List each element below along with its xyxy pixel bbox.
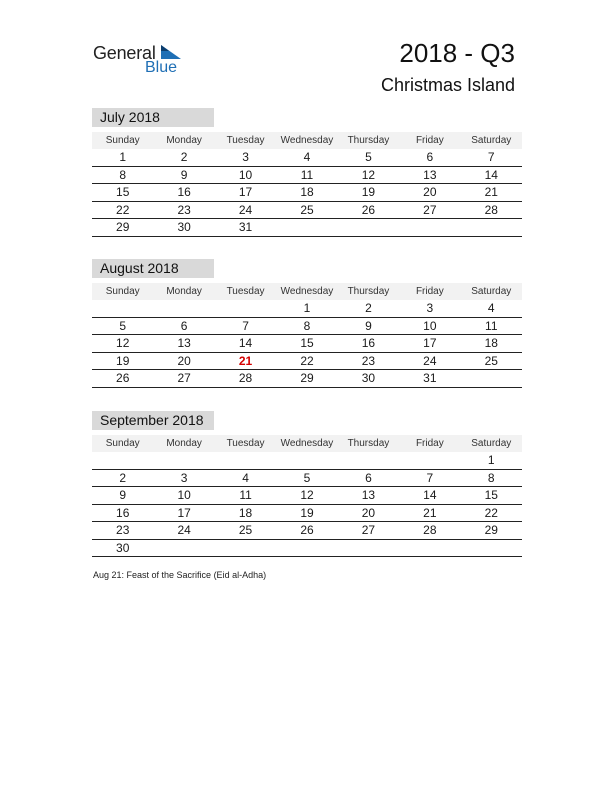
empty-day-cell bbox=[215, 540, 276, 557]
weekday-label: Saturday bbox=[471, 286, 512, 297]
day-cell: 6 bbox=[365, 470, 372, 485]
day-cell: 8 bbox=[119, 167, 127, 182]
month-july bbox=[92, 108, 522, 237]
day-cell: 17 bbox=[177, 505, 191, 520]
day-cell: 11 bbox=[239, 488, 252, 502]
week-row bbox=[92, 353, 522, 371]
day-cell: 23 bbox=[116, 523, 130, 537]
day-cell: 4 bbox=[303, 150, 311, 164]
day-cell: 15 bbox=[116, 185, 130, 199]
day-cell: 12 bbox=[361, 167, 376, 182]
day-cell: 2 bbox=[180, 150, 188, 164]
week-row bbox=[92, 370, 522, 388]
weekday-header bbox=[92, 132, 522, 149]
empty-day-cell bbox=[276, 452, 337, 469]
day-cell: 5 bbox=[119, 318, 127, 333]
empty-day-cell bbox=[153, 540, 214, 557]
day-cell: 24 bbox=[423, 353, 437, 368]
week-row bbox=[92, 202, 522, 220]
week-row bbox=[92, 167, 522, 185]
day-cell: 24 bbox=[238, 202, 253, 217]
month-weeks bbox=[92, 300, 522, 388]
week-row bbox=[92, 505, 522, 523]
weekday-label: Friday bbox=[415, 286, 444, 297]
weekday-label: Thursday bbox=[347, 438, 390, 449]
day-cell: 2 bbox=[365, 301, 372, 315]
day-cell: 7 bbox=[242, 318, 249, 333]
day-cell: 10 bbox=[238, 167, 253, 182]
logo-general-text: General bbox=[93, 43, 156, 63]
weekday-label: Wednesday bbox=[280, 438, 334, 449]
weekday-label: Wednesday bbox=[280, 286, 334, 297]
day-cell: 31 bbox=[423, 371, 437, 385]
day-cell: 17 bbox=[238, 185, 253, 199]
week-row bbox=[92, 522, 522, 540]
empty-day-cell bbox=[215, 452, 276, 469]
day-cell: 7 bbox=[426, 470, 434, 485]
day-cell: 8 bbox=[487, 470, 495, 485]
day-cell: 20 bbox=[177, 353, 191, 368]
day-cell: 13 bbox=[361, 488, 376, 502]
day-cell: 20 bbox=[423, 185, 437, 199]
day-cell: 27 bbox=[177, 371, 191, 385]
weekday-label: Thursday bbox=[347, 286, 390, 297]
weekday-label: Wednesday bbox=[280, 135, 334, 146]
empty-day-cell bbox=[399, 540, 460, 557]
page-title: 2018 - Q3 bbox=[399, 38, 515, 68]
day-cell: 16 bbox=[361, 336, 376, 350]
week-row bbox=[92, 184, 522, 202]
day-cell: 1 bbox=[119, 150, 127, 164]
empty-day-cell bbox=[215, 300, 276, 317]
day-cell: 19 bbox=[361, 185, 376, 199]
day-cell: 16 bbox=[116, 505, 130, 520]
holiday-day-cell: 21 bbox=[238, 353, 253, 368]
day-cell: 28 bbox=[423, 523, 437, 537]
day-cell: 11 bbox=[300, 167, 314, 182]
empty-day-cell bbox=[338, 540, 399, 557]
day-cell: 3 bbox=[180, 470, 188, 485]
day-cell: 2 bbox=[119, 470, 127, 485]
empty-day-cell bbox=[276, 540, 337, 557]
weekday-label: Sunday bbox=[105, 286, 140, 297]
day-cell: 23 bbox=[361, 353, 376, 368]
day-cell: 27 bbox=[423, 202, 437, 217]
weekday-label: Sunday bbox=[105, 135, 140, 146]
day-cell: 3 bbox=[242, 150, 249, 164]
generalblue-logo bbox=[93, 43, 188, 79]
day-cell: 29 bbox=[116, 220, 130, 234]
weekday-header bbox=[92, 283, 522, 300]
day-cell: 3 bbox=[426, 301, 434, 315]
day-cell: 21 bbox=[484, 185, 498, 199]
empty-day-cell bbox=[153, 300, 214, 317]
day-cell: 26 bbox=[361, 202, 376, 217]
empty-day-cell bbox=[153, 452, 214, 469]
day-cell: 13 bbox=[423, 167, 437, 182]
day-cell: 28 bbox=[238, 371, 253, 385]
weekday-label: Sunday bbox=[105, 438, 140, 449]
day-cell: 13 bbox=[177, 336, 191, 350]
day-cell: 30 bbox=[116, 540, 130, 555]
day-cell: 25 bbox=[238, 523, 253, 537]
day-cell: 10 bbox=[177, 488, 191, 502]
weekday-label: Tuesday bbox=[226, 438, 265, 449]
day-cell: 12 bbox=[300, 488, 314, 502]
empty-day-cell bbox=[461, 540, 522, 557]
day-cell: 22 bbox=[116, 202, 130, 217]
day-cell: 14 bbox=[423, 488, 437, 502]
week-row bbox=[92, 335, 522, 353]
weekday-label: Tuesday bbox=[226, 135, 265, 146]
month-august bbox=[92, 259, 522, 388]
day-cell: 12 bbox=[116, 336, 130, 350]
week-row bbox=[92, 452, 522, 470]
month-label: September 2018 bbox=[92, 411, 214, 430]
day-cell: 14 bbox=[238, 336, 253, 350]
day-cell: 5 bbox=[365, 150, 372, 164]
day-cell: 4 bbox=[487, 301, 495, 315]
weekday-label: Friday bbox=[415, 135, 444, 146]
day-cell: 26 bbox=[116, 371, 130, 385]
logo-blue-text: Blue bbox=[145, 59, 178, 76]
day-cell: 27 bbox=[361, 523, 376, 537]
day-cell: 17 bbox=[423, 336, 437, 350]
holiday-note: Aug 21: Feast of the Sacrifice (Eid al-Adha) bbox=[93, 570, 267, 580]
empty-day-cell bbox=[461, 370, 522, 387]
day-cell: 18 bbox=[238, 505, 253, 520]
day-cell: 21 bbox=[423, 505, 437, 520]
day-cell: 25 bbox=[300, 202, 314, 217]
weekday-label: Monday bbox=[166, 438, 202, 449]
week-row bbox=[92, 470, 522, 488]
month-label: August 2018 bbox=[92, 259, 214, 278]
weekday-label: Thursday bbox=[347, 135, 390, 146]
day-cell: 18 bbox=[484, 336, 498, 350]
day-cell: 4 bbox=[242, 470, 249, 485]
day-cell: 7 bbox=[487, 150, 495, 164]
weekday-label: Monday bbox=[166, 286, 202, 297]
day-cell: 28 bbox=[484, 202, 498, 217]
empty-day-cell bbox=[461, 219, 522, 236]
day-cell: 24 bbox=[177, 523, 191, 537]
day-cell: 30 bbox=[177, 220, 191, 234]
day-cell: 30 bbox=[361, 371, 376, 385]
day-cell: 20 bbox=[361, 505, 376, 520]
empty-day-cell bbox=[399, 219, 460, 236]
day-cell: 1 bbox=[303, 301, 311, 315]
day-cell: 1 bbox=[487, 453, 495, 467]
empty-day-cell bbox=[92, 452, 153, 469]
day-cell: 29 bbox=[484, 523, 498, 537]
month-label: July 2018 bbox=[92, 108, 214, 127]
day-cell: 8 bbox=[303, 318, 311, 333]
weekday-label: Friday bbox=[415, 438, 444, 449]
empty-day-cell bbox=[92, 300, 153, 317]
day-cell: 9 bbox=[119, 488, 127, 502]
empty-day-cell bbox=[338, 219, 399, 236]
empty-day-cell bbox=[338, 452, 399, 469]
day-cell: 22 bbox=[484, 505, 498, 520]
weekday-header bbox=[92, 435, 522, 452]
day-cell: 15 bbox=[484, 488, 498, 502]
day-cell: 6 bbox=[426, 150, 434, 164]
weekday-label: Saturday bbox=[471, 438, 512, 449]
month-september bbox=[92, 411, 522, 557]
week-row bbox=[92, 300, 522, 318]
empty-day-cell bbox=[276, 219, 337, 236]
empty-day-cell bbox=[399, 452, 460, 469]
week-row bbox=[92, 149, 522, 167]
week-row bbox=[92, 540, 522, 558]
week-row bbox=[92, 487, 522, 505]
day-cell: 15 bbox=[300, 336, 314, 350]
day-cell: 14 bbox=[484, 167, 498, 182]
day-cell: 22 bbox=[300, 353, 314, 368]
day-cell: 18 bbox=[300, 185, 314, 199]
day-cell: 25 bbox=[484, 353, 498, 368]
day-cell: 5 bbox=[303, 470, 311, 485]
day-cell: 19 bbox=[300, 505, 314, 520]
day-cell: 31 bbox=[238, 220, 253, 234]
day-cell: 11 bbox=[485, 318, 498, 333]
weekday-label: Tuesday bbox=[226, 286, 265, 297]
page-subtitle: Christmas Island bbox=[380, 75, 515, 95]
month-weeks bbox=[92, 452, 522, 557]
weekday-label: Monday bbox=[166, 135, 202, 146]
week-row bbox=[92, 219, 522, 237]
day-cell: 10 bbox=[423, 318, 437, 333]
weekday-label: Saturday bbox=[471, 135, 512, 146]
day-cell: 6 bbox=[180, 318, 188, 333]
day-cell: 29 bbox=[300, 371, 314, 385]
month-weeks bbox=[92, 149, 522, 237]
day-cell: 19 bbox=[116, 353, 130, 368]
week-row bbox=[92, 318, 522, 336]
day-cell: 16 bbox=[177, 185, 191, 199]
day-cell: 26 bbox=[300, 523, 314, 537]
day-cell: 9 bbox=[365, 318, 372, 333]
day-cell: 9 bbox=[180, 167, 188, 182]
day-cell: 23 bbox=[177, 202, 191, 217]
